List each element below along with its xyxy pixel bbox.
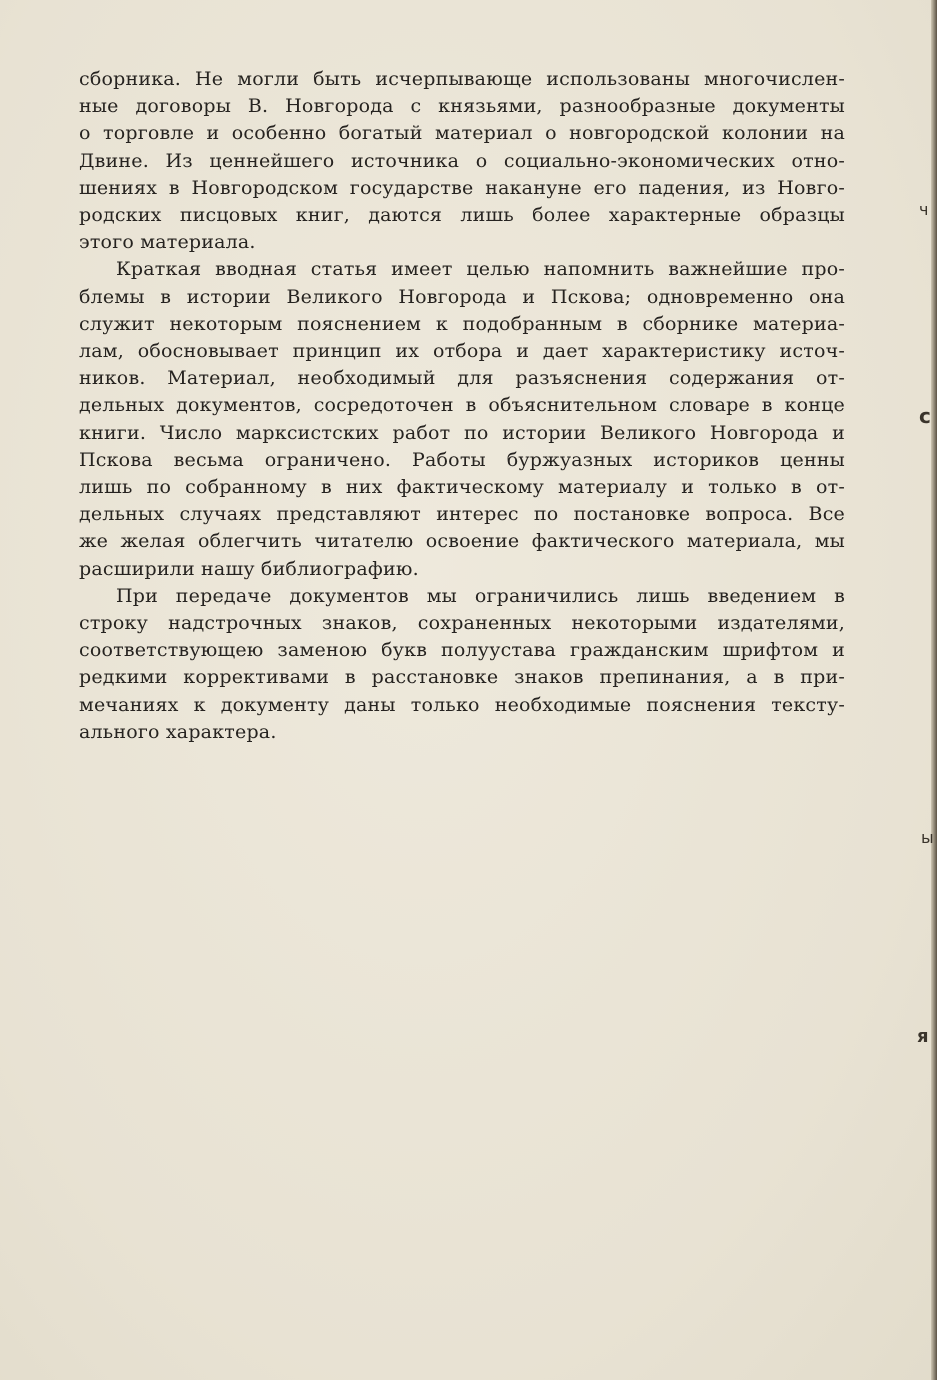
text-line: этого материала. — [79, 231, 256, 254]
paragraph-2 — [79, 256, 845, 582]
text-line: редкими коррективами в расстановке знаков препинания, а в при- — [79, 666, 845, 689]
text-line: Пскова весьма ограничено. Работы буржуазных историков ценны — [79, 448, 845, 471]
text-line: Двине. Из ценнейшего источника о социально-экономических отно- — [79, 149, 845, 172]
margin-mark: я — [917, 1026, 929, 1047]
body-text — [79, 66, 845, 746]
text-line: мечаниях к документу даны только необходимые пояснения тексту- — [79, 693, 845, 716]
text-line: дельных документов, сосредоточен в объяснительном словаре в конце — [79, 394, 845, 417]
paragraph-3 — [79, 583, 845, 746]
paragraph-1 — [79, 66, 845, 256]
text-line: лишь по собранному в них фактическому материалу и только в от- — [79, 476, 845, 499]
text-line: ников. Материал, необходимый для разъяснения содержания от- — [79, 367, 845, 390]
text-line: книги. Число марксистских работ по истории Великого Новгорода и — [79, 421, 845, 444]
text-line: родских писцовых книг, даются лишь более характерные образцы — [79, 204, 845, 227]
text-line: блемы в истории Великого Новгорода и Пскова; одновременно она — [79, 285, 845, 308]
text-line: ные договоры В. Новгорода с князьями, разнообразные документы — [79, 95, 845, 118]
margin-mark: ч — [919, 200, 929, 219]
page-binding-edge — [931, 0, 937, 1380]
text-line: строку надстрочных знаков, сохраненных некоторыми издателями, — [79, 612, 845, 635]
text-line: соответствующею заменою букв полуустава гражданским шрифтом и — [79, 639, 845, 662]
margin-mark: ы — [921, 828, 934, 847]
text-line: При передаче документов мы ограничились лишь введением в — [116, 584, 845, 607]
text-line: ального характера. — [79, 720, 277, 743]
margin-mark: с — [919, 404, 931, 428]
text-line: Краткая вводная статья имеет целью напомнить важнейшие про- — [116, 258, 845, 281]
text-line: шениях в Новгородском государстве накануне его падения, из Новго- — [79, 176, 845, 199]
text-line: сборника. Не могли быть исчерпывающе использованы многочислен- — [79, 68, 845, 90]
text-line: о торговле и особенно богатый материал о новгородской колонии на — [79, 122, 845, 145]
text-line: дельных случаях представляют интерес по постановке вопроса. Все — [79, 503, 845, 526]
text-line: лам, обосновывает принцип их отбора и дает характеристику источ- — [79, 340, 845, 363]
text-line: служит некоторым пояснением к подобранным в сборнике материа- — [79, 312, 845, 335]
text-line: же желая облегчить читателю освоение фактического материала, мы — [79, 530, 845, 553]
text-line: расширили нашу библиографию. — [79, 557, 419, 580]
